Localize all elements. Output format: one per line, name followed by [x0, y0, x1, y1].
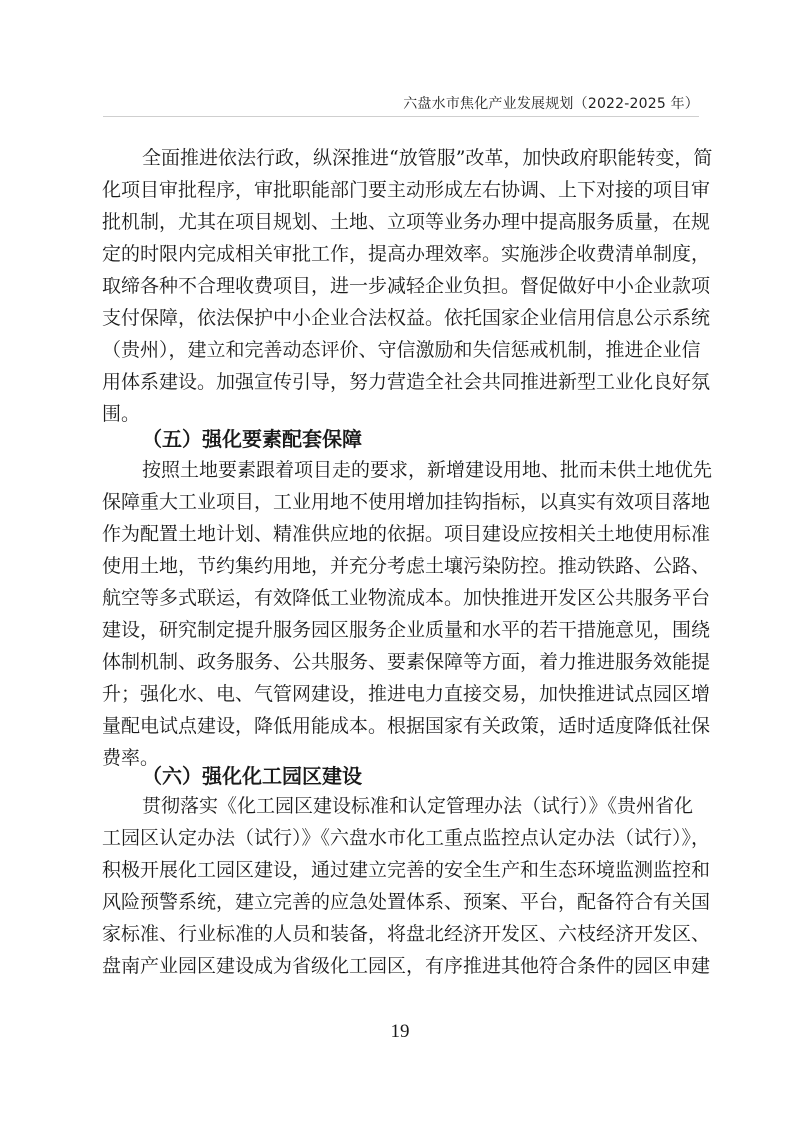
text-line: 取缔各种不合理收费项目，进一步减轻企业负担。督促做好中小企业款项	[102, 275, 711, 297]
text-line: 工园区认定办法（试行）》《六盘水市化工重点监控点认定办法（试行）》，	[102, 827, 711, 849]
text-line: （贵州），建立和完善动态评价、守信激励和失信惩戒机制，推进企业信	[102, 339, 701, 361]
text-line: 按照土地要素跟着项目走的要求，新增建设用地、批而未供土地优先	[142, 459, 713, 481]
text-line: 贯彻落实《化工园区建设标准和认定管理办法（试行）》《贵州省化	[142, 795, 694, 817]
text-line: 家标准、行业标准的人员和装备，将盘北经济开发区、六枝经济开发区、	[102, 923, 711, 945]
paragraph-factor-support	[102, 454, 713, 774]
paragraph-administration	[102, 142, 713, 430]
text-line: 化项目审批程序，审批职能部门要主动形成左右协调、上下对接的项目审	[102, 179, 711, 201]
text-line: 支付保障，依法保护中小企业合法权益。依托国家企业信用信息公示系统	[102, 307, 711, 329]
text-line: 全面推进依法行政，纵深推进“放管服”改革，加快政府职能转变，简	[142, 147, 713, 169]
text-line: 保障重大工业项目，工业用地不使用增加挂钩指标，以真实有效项目落地	[102, 491, 711, 513]
header-divider	[103, 116, 699, 117]
paragraph-chemical-park	[102, 790, 711, 982]
text-line: 风险预警系统，建立完善的应急处置体系、预案、平台，配备符合有关国	[102, 891, 711, 913]
text-line: 围。	[102, 403, 141, 425]
page-number: 19	[390, 1021, 410, 1042]
text-line: 盘南产业园区建设成为省级化工园区，有序推进其他符合条件的园区申建	[102, 955, 711, 977]
text-line: 航空等多式联运，有效降低工业物流成本。加快推进开发区公共服务平台	[102, 587, 711, 609]
text-line: 升；强化水、电、气管网建设，推进电力直接交易，加快推进试点园区增	[102, 683, 711, 705]
text-line: 定的时限内完成相关审批工作，提高办理效率。实施涉企收费清单制度，	[102, 243, 711, 265]
text-line: 作为配置土地计划、精准供应地的依据。项目建设应按相关土地使用标准	[102, 523, 711, 545]
text-line: 批机制，尤其在项目规划、土地、立项等业务办理中提高服务质量，在规	[102, 211, 711, 233]
section-heading-factor-support: （五）强化要素配套保障	[142, 427, 362, 451]
text-line: 费率。	[102, 747, 160, 769]
text-line: 积极开展化工园区建设，通过建立完善的安全生产和生态环境监测监控和	[102, 859, 711, 881]
running-header: 六盘水市焦化产业发展规划（2022-2025 年）	[403, 96, 699, 112]
text-line: 建设，研究制定提升服务园区服务企业质量和水平的若干措施意见，围绕	[102, 619, 711, 641]
section-heading-chemical-park: （六）强化化工园区建设	[142, 764, 362, 788]
text-line: 使用土地，节约集约用地，并充分考虑土壤污染防控。推动铁路、公路、	[102, 555, 711, 577]
text-line: 体制机制、政务服务、公共服务、要素保障等方面，着力推进服务效能提	[102, 651, 711, 673]
text-line: 用体系建设。加强宣传引导，努力营造全社会共同推进新型工业化良好氛	[102, 371, 711, 393]
text-line: 量配电试点建设，降低用能成本。根据国家有关政策，适时适度降低社保	[102, 715, 711, 737]
